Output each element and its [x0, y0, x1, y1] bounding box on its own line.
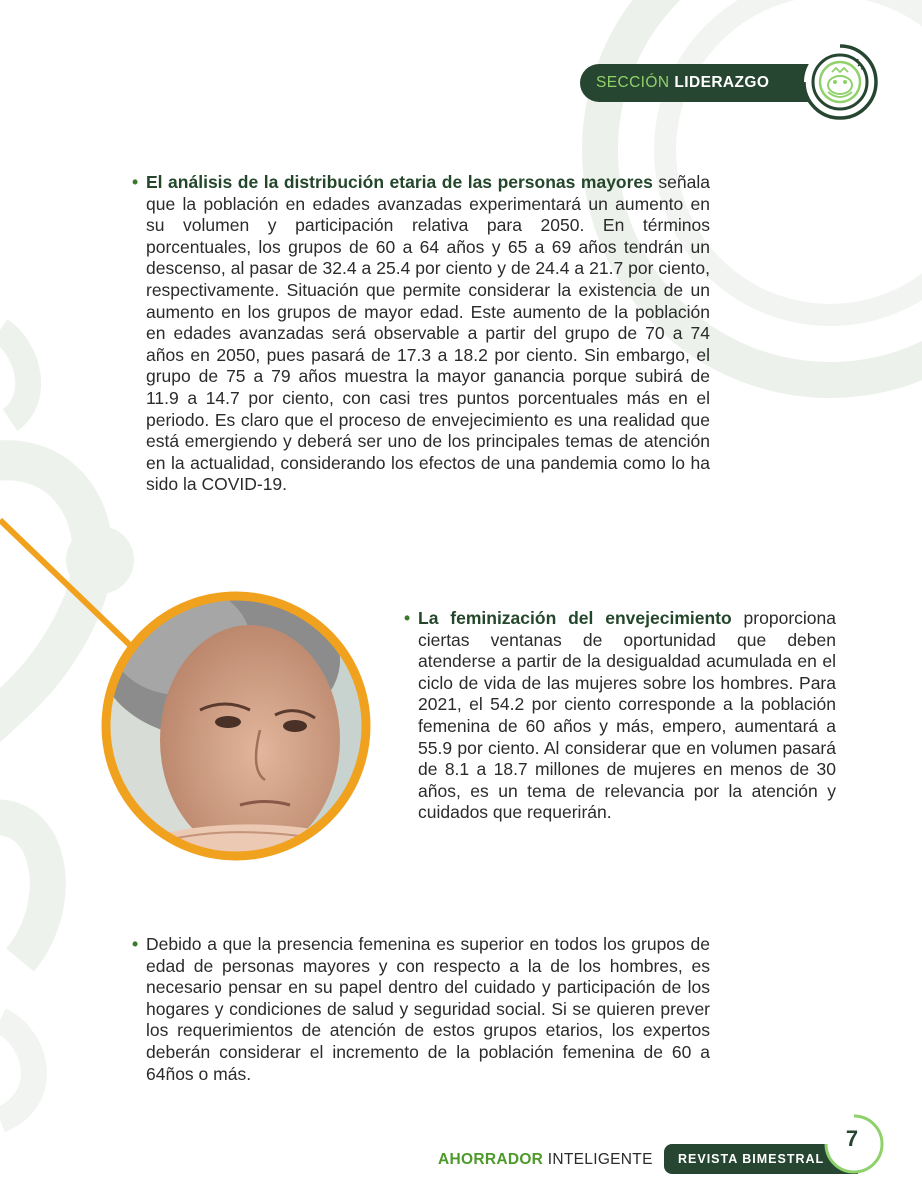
paragraph-lead: El análisis de la distribución etaria de las personas mayores — [146, 172, 653, 192]
magazine-label: REVISTA BIMESTRAL — [664, 1144, 858, 1174]
paragraph-feminization — [404, 608, 836, 824]
section-label — [580, 64, 820, 102]
paragraph-body: proporciona ciertas ventanas de oportunidad que deben atenderse a partir de la desigualdad acumulada en el ciclo de vida de las mujeres sobre los hombres. Para 2021, el 54.2 por ciento corresponde a la población femenina de 60 años y más, empero, aumentará a 55.9 por ciento. Al considerar que en volumen pasará de 8.1 a 18.7 millones de mujeres en menos de 30 años, es un tema de relevancia por la atención y cuidados que requerirán. — [418, 608, 836, 823]
bullet-point: • — [132, 934, 139, 954]
footer-brand-light: INTELIGENTE — [547, 1151, 653, 1168]
bullet-point: • — [404, 608, 411, 628]
footer-brand — [438, 1151, 653, 1169]
paragraph-age-distribution — [132, 172, 711, 496]
paragraph-body: señala que la población en edades avanzadas experimentará un aumento en su volumen y participación relativa para 2050. En términos porcentuales, los grupos de 60 a 64 años y 65 a 69 años tendrán un descenso, al pasar de 32.4 a 25.4 por ciento y de 24.4 a 21.7 por ciento, respectivamente. Situación que permite considerar la existencia de un aumento en los grupos de mayor edad. Este aumento de la población en edades avanzadas será observable a partir del grupo de 70 a 74 años en 2050, pues pasará de 17.3 a 18.2 por ciento. Sin embargo, el grupo de 75 a 79 años muestra la mayor ganancia porque subirá de 11.9 a 14.7 por ciento, con casi tres puntos porcentuales más en el periodo. Es claro que el proceso de envejecimiento es una realidad que está emergiendo y deberá ser uno de los principales temas de atención en la actualidad, considerando los efectos de una pandemia como lo ha sido la COVID-19. — [146, 172, 711, 495]
paragraph-lead: La feminización del envejecimiento — [418, 608, 732, 628]
elderly-woman-portrait — [100, 590, 372, 862]
page-number: 7 — [845, 1126, 859, 1151]
paragraph-body: Debido a que la presencia femenina es superior en todos los grupos de edad de personas mayores y con respecto a la de los hombres, es necesario pensar en su papel dentro del cuidado y participación de los hogares y condiciones de salud y seguridad social. Si se quieren prever los requerimientos de atención de estos grupos etarios, los expertos deberán considerar el incremento de la población femenina de 60 a 64ños o más. — [146, 934, 710, 1084]
section-label-light: SECCIÓN — [596, 74, 670, 91]
footer-brand-bold: AHORRADOR — [438, 1151, 544, 1168]
bullet-point: • — [132, 172, 139, 192]
section-label-bold: LIDERAZGO — [674, 74, 770, 91]
piggy-bank-icon — [800, 42, 880, 122]
paragraph-female-presence — [132, 934, 710, 1085]
